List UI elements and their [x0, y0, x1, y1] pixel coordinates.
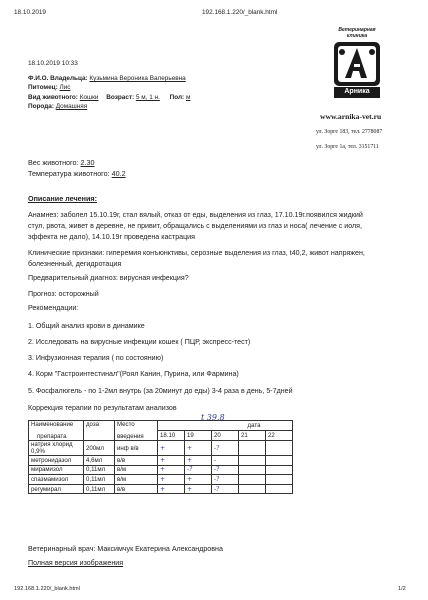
- date-cell: 22: [266, 431, 293, 441]
- clinic-website: www.arnika-vet.ru: [320, 112, 382, 121]
- mark-cell: -?: [212, 441, 239, 456]
- mark-cell: [239, 484, 266, 494]
- temp-value: 40.2: [111, 169, 126, 178]
- header-name: [29, 421, 84, 441]
- mark-cell: -?: [212, 484, 239, 494]
- treatment-title: Описание лечения:: [28, 194, 97, 203]
- clinical-line-1: Клинические признаки: гиперемия конъюнктивы, серозные выделения из глаз, t40,2, живот напряжен,: [28, 249, 365, 257]
- drug-place: инф в/в: [115, 441, 158, 456]
- mark-cell: [239, 456, 266, 466]
- drug-place: в/в: [115, 456, 158, 466]
- mark-cell: -: [212, 456, 239, 466]
- print-url: 192.168.1.220/_blank.html: [202, 9, 278, 16]
- owner-label: Ф.И.О. Владельца:: [28, 75, 88, 82]
- prognosis: Прогноз: осторожный: [28, 290, 99, 298]
- drug-dose: 0,11мл: [84, 465, 115, 475]
- anamnesis-line-2: стул, рвота, живет в деревне, не привит, обращались с выделениями из глаз и носа( лечение с иоля,: [28, 222, 362, 230]
- header-place-line1: Место: [117, 421, 135, 428]
- mark-cell: +: [185, 456, 212, 466]
- mark-cell: [239, 465, 266, 475]
- footer-url: 192.168.1.220/_blank.html: [14, 586, 80, 592]
- diagnosis: Предварительный диагноз: вирусная инфекция?: [28, 274, 189, 282]
- date-cell: 20: [212, 431, 239, 441]
- breed-label: Порода:: [28, 103, 54, 110]
- mark-cell: +: [158, 484, 185, 494]
- drug-place: в/в: [115, 484, 158, 494]
- date-cell: 19: [185, 431, 212, 441]
- page-number: 1/2: [398, 586, 406, 592]
- recommendation-2: 2. Исследовать на вирусные инфекции кошек ( ПЦР, экспресс-тест): [28, 338, 251, 346]
- drug-name: спазмамизол: [29, 475, 84, 485]
- clinical-line-2: болезненный, дегидротация: [28, 260, 122, 268]
- mark-cell: -?: [212, 465, 239, 475]
- header-place: [115, 421, 158, 441]
- species-row: [28, 94, 190, 101]
- table-row: [29, 465, 293, 475]
- pet-value: Лис: [59, 84, 71, 91]
- table-header-row: [29, 421, 293, 431]
- logo-name: Арника: [344, 88, 370, 95]
- clinic-address-2: ул. Зорге 1а, тел. 3151711: [316, 144, 379, 150]
- anamnesis-line-1: Анамнез: заболел 15.10.19г, стал вялый, отказ от еды, выделения из глаз, 17.10.19г.появился жидкий: [28, 211, 363, 219]
- therapy-table: [28, 420, 293, 494]
- recommendation-5: 5. Фосфалюгель - по 1-2мл внутрь (за 20минут до еды) 3-4 раза в день, 5-7дней: [28, 387, 293, 395]
- mark-cell: [266, 441, 293, 456]
- table-row: [29, 456, 293, 466]
- mark-cell: +: [158, 456, 185, 466]
- anamnesis-line-3: эффекта не дало), 14.10.19г проведена кастрация: [28, 233, 195, 241]
- mark-cell: [266, 456, 293, 466]
- date-cell: 18.10: [158, 431, 185, 441]
- recommendation-1: 1. Общий анализ крови в динамике: [28, 322, 145, 330]
- temp-label: Температура животного:: [28, 169, 110, 178]
- owner-value: Кузьмина Вероника Валерьевна: [89, 75, 186, 82]
- species-value: Кошки: [79, 94, 99, 101]
- mark-cell: [239, 475, 266, 485]
- drug-name: метронидазол: [29, 456, 84, 466]
- correction-title: Коррекция терапии по результатам анализов: [28, 404, 177, 412]
- header-name-line2: препарата: [37, 433, 67, 440]
- mark-cell: -?: [185, 465, 212, 475]
- doctor-name: Ветеринарный врач: Максимчук Екатерина Александровна: [28, 545, 223, 553]
- mark-cell: +: [158, 475, 185, 485]
- clinic-logo: [331, 27, 383, 101]
- pet-label: Питомец:: [28, 84, 58, 91]
- pet-row: [28, 84, 70, 91]
- recommendation-4: 4. Корм "Гастроинтестинал"(Роял Канин, Пурина, или Фармина): [28, 370, 239, 378]
- table-row: [29, 441, 293, 456]
- weight-row: [28, 158, 95, 167]
- header-date: дата: [158, 421, 293, 431]
- mark-cell: [266, 475, 293, 485]
- logo-line2: клиника: [346, 33, 368, 39]
- drug-dose: 4,6мл: [84, 456, 115, 466]
- clinic-address-1: ул. Зорге 183, тел. 2778087: [316, 129, 383, 135]
- header-dose: доза: [84, 421, 115, 441]
- logo-line1: Ветеринарная: [338, 27, 376, 33]
- print-date: 18.10.2019: [14, 9, 46, 16]
- full-version-link[interactable]: Полная версия изображения: [28, 559, 124, 567]
- temp-row: [28, 169, 126, 178]
- drug-name: мирамизол: [29, 465, 84, 475]
- drug-dose: 0,11мл: [84, 484, 115, 494]
- drug-place: в/м: [115, 465, 158, 475]
- mark-cell: +: [158, 441, 185, 456]
- breed-row: [28, 103, 87, 110]
- date-cell: 21: [239, 431, 266, 441]
- owner-row: [28, 75, 186, 82]
- table-row: [29, 475, 293, 485]
- drug-name: натрия хлорид 0,9%: [29, 441, 84, 456]
- age-label: Возраст:: [106, 94, 135, 101]
- mark-cell: [266, 465, 293, 475]
- drug-dose: 0,11мл: [84, 475, 115, 485]
- recommendations-title: Рекомендации:: [28, 304, 79, 312]
- mark-cell: +: [185, 475, 212, 485]
- weight-label: Вес животного:: [28, 158, 79, 167]
- sex-value: м: [185, 94, 191, 101]
- table-row: [29, 484, 293, 494]
- breed-value: Домашняя: [55, 103, 88, 110]
- mark-cell: [239, 441, 266, 456]
- mark-cell: +: [185, 484, 212, 494]
- species-label: Вид животного:: [28, 94, 78, 101]
- mark-cell: [266, 484, 293, 494]
- drug-name: регумирал: [29, 484, 84, 494]
- age-value: 5 м, 1 н.: [135, 94, 160, 101]
- drug-place: в/м: [115, 475, 158, 485]
- header-place-line2: введения: [117, 433, 144, 440]
- weight-value: 2.30: [80, 158, 95, 167]
- mark-cell: +: [185, 441, 212, 456]
- record-datetime: 18.10.2019 10:33: [28, 60, 78, 67]
- drug-dose: 200мл: [84, 441, 115, 456]
- handwritten-temp-note: t 39.8: [201, 413, 225, 422]
- header-name-line1: Наименование: [31, 421, 74, 428]
- mark-cell: -?: [212, 475, 239, 485]
- recommendation-3: 3. Инфузионная терапия ( по состоянию): [28, 354, 164, 362]
- mark-cell: +: [158, 465, 185, 475]
- sex-label: Пол:: [169, 94, 185, 101]
